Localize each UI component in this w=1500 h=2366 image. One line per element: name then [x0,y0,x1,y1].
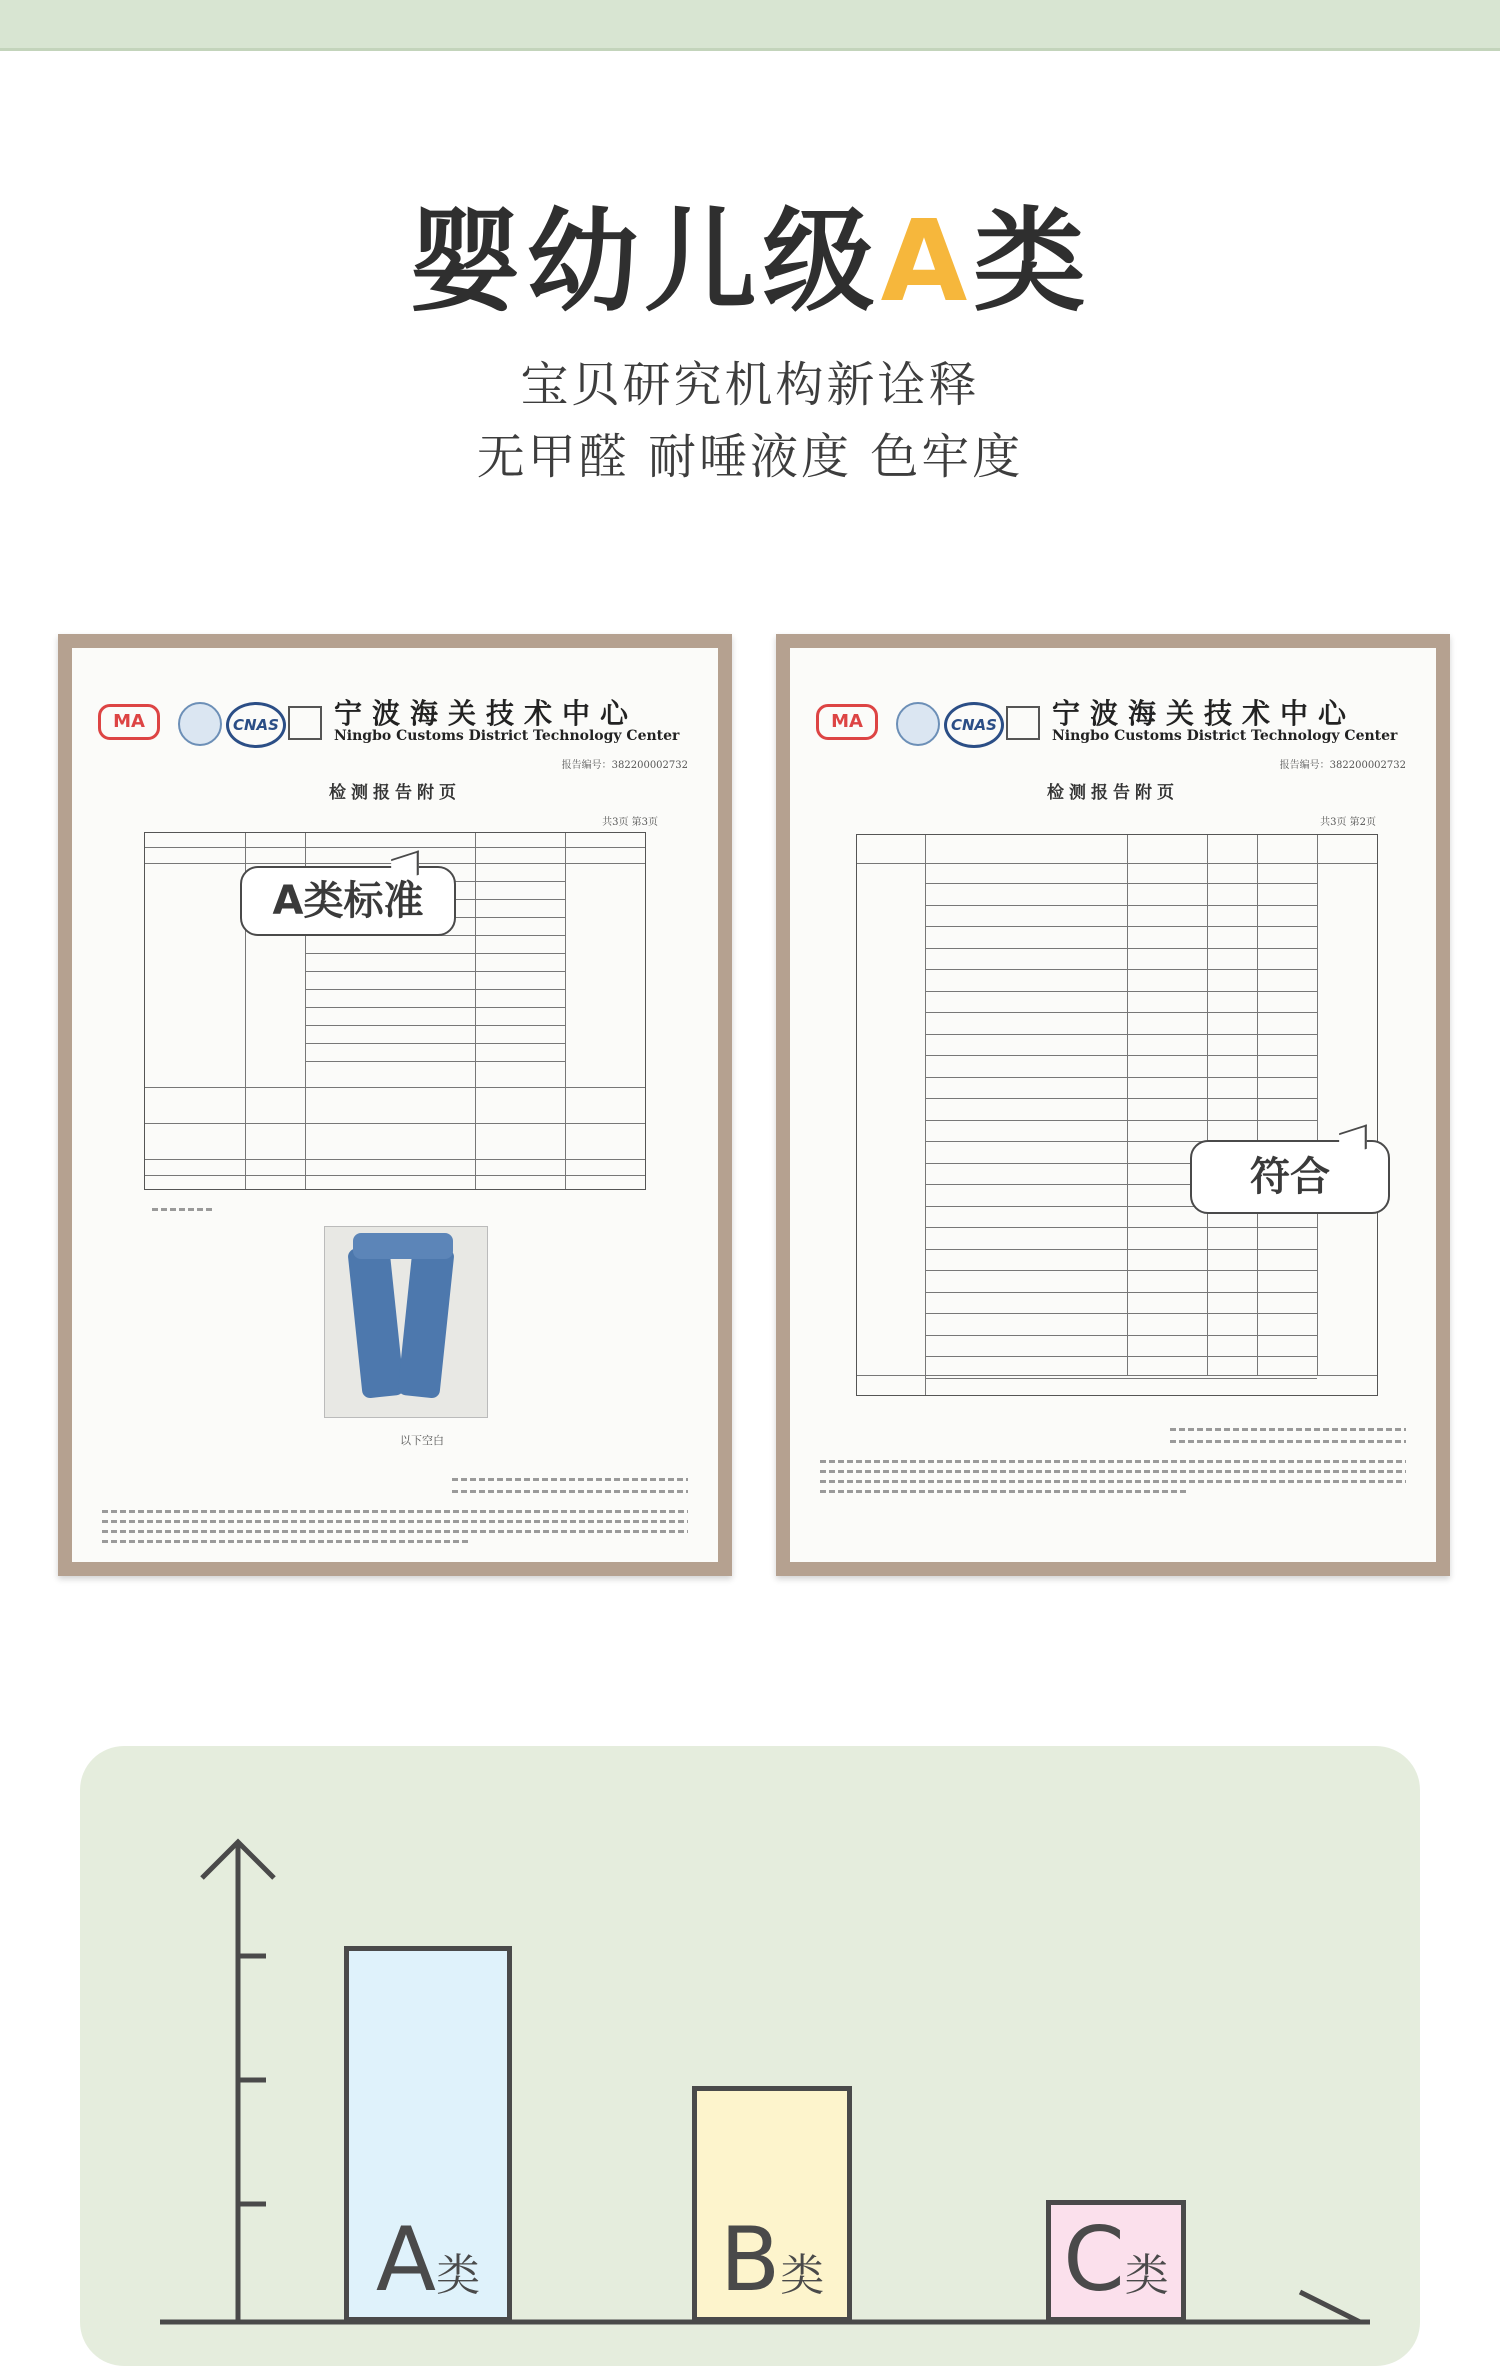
report-paper-left [72,648,718,1562]
report-frame-right [776,634,1450,1576]
report-page-number: 共3页 第2页 [1320,817,1376,828]
org-name-en: Ningbo Customs District Technology Center [334,728,680,744]
report-title: 检测报告附页 [329,783,461,803]
subtitle-line2: 无甲醛 耐唾液度 色牢度 [476,429,1024,485]
report-logos [98,697,692,750]
ma-logo-icon: MA [816,704,878,740]
cnas-logo-icon: CNAS [226,702,286,748]
org-name-en: Ningbo Customs District Technology Center [1052,728,1398,744]
top-band [0,0,1500,51]
ilac-logo-icon [178,702,222,746]
sample-photo [324,1226,488,1418]
cnas-logo-icon: CNAS [944,702,1004,748]
callout-a-standard: A类标准 [240,866,456,936]
report-frame-left [58,634,732,1576]
testing-mark-icon [288,706,322,740]
report-logos [816,697,1410,750]
report-number: 报告编号：382200002732 [561,760,688,771]
org-name-cn: 宁波海关技术中心 [334,697,639,730]
pants-image [347,1245,404,1399]
report-paper-right [790,648,1436,1562]
bar-c [1046,2200,1186,2322]
report-page-number: 共3页 第3页 [602,817,658,828]
bar-label-b: B类 [719,2208,825,2311]
page-title: 婴幼儿级A类 [408,197,1092,327]
blank-below-note: 以下空白 [400,1434,444,1447]
report-title: 检测报告附页 [1047,783,1179,803]
bar-a [344,1946,512,2322]
org-name-cn: 宁波海关技术中心 [1052,697,1357,730]
callout-conform: 符合 [1190,1140,1390,1214]
bar-b [692,2086,852,2322]
report-table [856,834,1378,1396]
bar-label-c: C类 [1063,2208,1169,2311]
title-highlight: A [880,197,974,327]
ma-logo-icon: MA [98,704,160,740]
testing-mark-icon [1006,706,1040,740]
grade-comparison-panel [80,1746,1420,2366]
bar-label-a: A类 [375,2208,481,2311]
report-number: 报告编号：382200002732 [1279,760,1406,771]
ilac-logo-icon [896,702,940,746]
subtitle-line1: 宝贝研究机构新诠释 [520,357,980,413]
